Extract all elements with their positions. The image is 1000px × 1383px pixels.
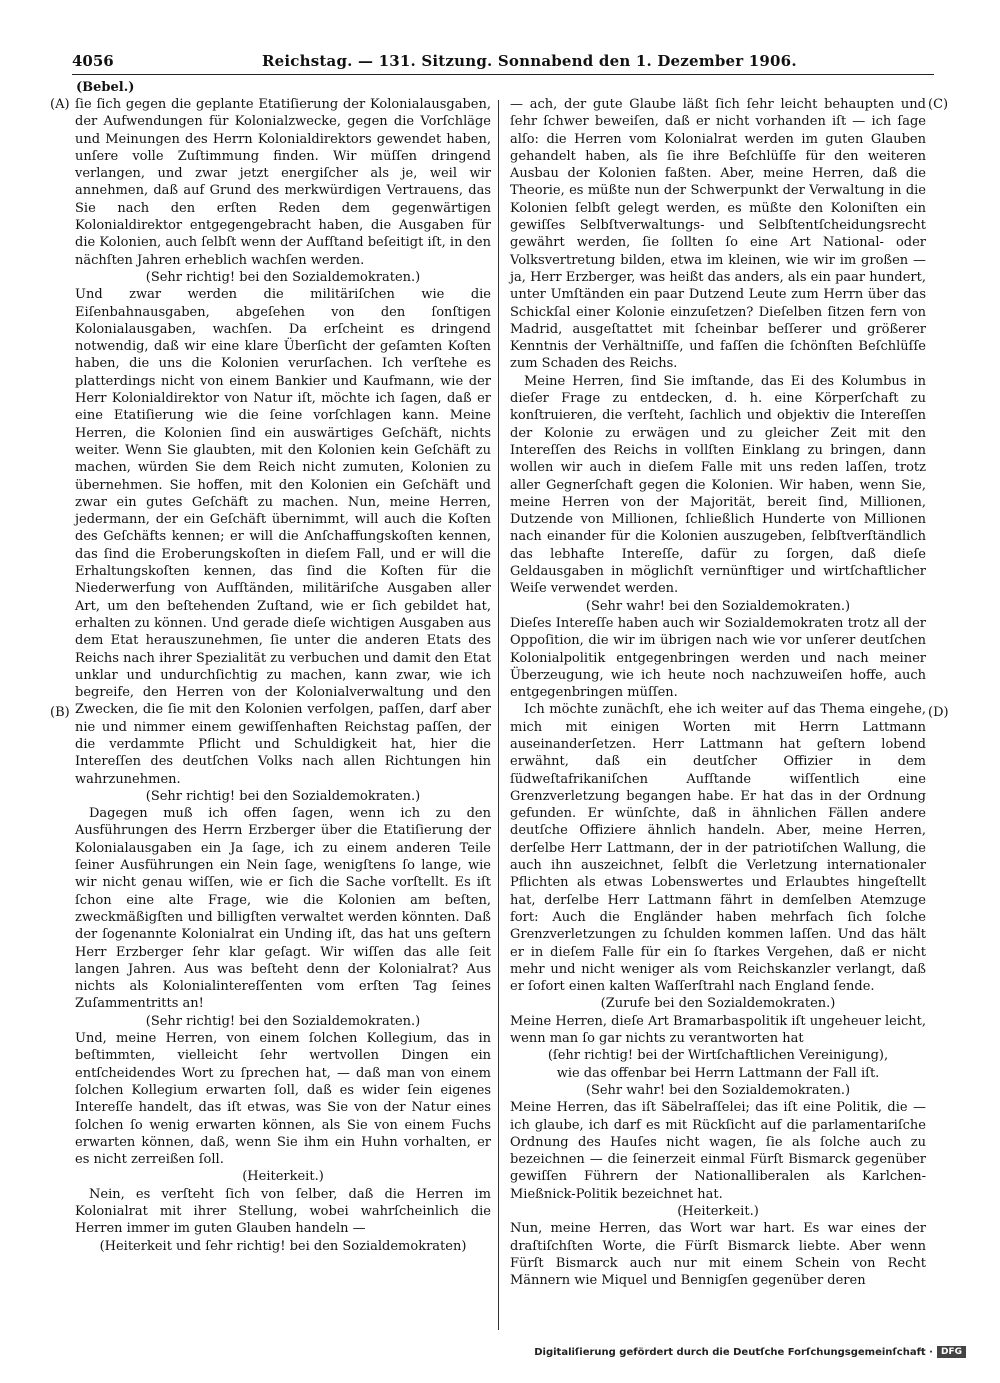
dfg-logo: DFG <box>937 1346 966 1358</box>
interjection: (Sehr richtig! bei den Sozialdemokraten.) <box>145 1013 421 1029</box>
interjection: (Sehr wahr! bei den Sozialdemokraten.) <box>585 1082 851 1098</box>
paragraph: Meine Herren, das iſt Säbelraſſelei; das iſt eine Politik, die — ich glaube, ich darf es mit Rückſicht auf die parlamentariſche Ordnung des Hauſes nicht wagen, ſie als ſolche auch zu bezeichnen — die ſeinerzeit einmal Fürſt Bismarck gegenüber gewiſſen Führern der Nationalliberalen als Karlchen-Mießnick-Politik bezeichnet hat. <box>510 1100 926 1202</box>
header-rule <box>72 74 934 75</box>
interjection: (Sehr richtig! bei den Sozialdemokraten.) <box>145 269 421 285</box>
paragraph: — ach, der gute Glaube läßt ſich ſehr leicht behaupten und ſehr ſchwer beweiſen, daß er nicht vorhanden iſt — ich ſage alſo: die Herren vom Kolonialrat werden im guten Glauben gehandelt haben, als ſie ihre Beſchlüſſe für den weiteren Ausbau der Kolonien faßten. Aber, meine Herren, daß die Theorie, es müßte nun der Schwerpunkt der Verwaltung in die Kolonien ſelbſt gelegt werden, es müßte den Koloniſten ein gewiſſes Selbſtverwaltungs- und Selbſtentſcheidungsrecht gewährt werden, ſie ſollten ſo eine Art National- oder Volksvertretung bilden, etwa im kleinen, wie wir im großen — ja, Herr Erzberger, was heißt das anders, als ein paar hundert, unter Umſtänden ein paar Dutzend Leute zum Herrn über das Schickſal einer Kolonie einzuſetzen? Dieſelben ſitzen fern von Madrid, ausgeſtattet mit ſcheinbar beſſerer und größerer Kenntnis der Verhältniſſe, und faſſen die ſchönſten Beſchlüſſe zum Schaden des Reichs. <box>510 97 926 372</box>
paragraph: Nein, es verſteht ſich von ſelber, daß die Herren im Kolonialrat mit ihrer Stellung, wobei wahrſcheinlich die Herren immer im guten Glauben handeln — <box>75 1186 491 1237</box>
page-header <box>72 52 932 76</box>
digitization-credit <box>534 1346 966 1358</box>
interjection: (Heiterkeit.) <box>242 1169 324 1185</box>
margin-marker-c: (C) <box>928 97 949 112</box>
interjection: (Heiterkeit und ſehr richtig! bei den Sozialdemokraten) <box>99 1238 467 1254</box>
credit-text: Digitaliſierung gefördert durch die Deutſche Forſchungsgemeinſchaft · <box>534 1346 933 1358</box>
page-number: 4056 <box>72 52 114 70</box>
interjection: (Heiterkeit.) <box>677 1204 759 1219</box>
interjection: (Zurufe bei den Sozialdemokraten.) <box>600 996 836 1012</box>
column-divider <box>498 100 499 1330</box>
paragraph: ſie ſich gegen die geplante Etatiſierung der Kolonialausgaben, der Aufwendungen für Kolonialzwecke, gegen die Vorſchläge und Meinungen des Herrn Kolonialdirektors gewendet haben, unſere volle Zuſtimmung finden. Wir müſſen dringend verlangen, und zwar jetzt energiſcher als je, weil wir annehmen, daß auf Grund des merkwürdigen Vertrauens, das Sie nach den erſten Reden dem gegenwärtigen Kolonialdirektor entgegengebracht haben, die Ausgaben für die Kolonien, auch ſelbſt wenn der Aufſtand beſeitigt iſt, in den nächſten Jahren erheblich wachſen werden. <box>75 97 491 268</box>
paragraph: Dieſes Intereſſe haben auch wir Sozialdemokraten trotz all der Oppoſition, die wir im übrigen nach wie vor unſerer deutſchen Kolonialpolitik entgegenbringen werden und nach meiner Überzeugung, wie ich heute noch nachzuweiſen hoffe, auch entgegenbringen müſſen. <box>510 615 926 701</box>
paragraph: Meine Herren, dieſe Art Bramarbaspolitik iſt ungeheuer leicht, wenn man ſo gar nichts zu verantworten hat <box>510 1013 926 1047</box>
paragraph: Ich möchte zunächſt, ehe ich weiter auf das Thema eingehe, mich mit einigen Worten mit Herrn Lattmann auseinanderſetzen. Herr Lattmann hat geſtern lobend erwähnt, daß ein deutſcher Offizier in dem ſüdweſtafrikaniſchen Aufſtande wiſſentlich eine Grenzverletzung begangen habe. Er hat das in der Ordnung gefunden. Er wünſchte, daß in ähnlichen Fällen andere deutſche Offiziere ähnlich handeln. Aber, meine Herren, derſelbe Herr Lattmann, der in der patriotiſchen Wallung, die auch ihn auszeichnet, ſelbſt die Verletzung internationaler Pflichten als etwas Lobenswertes und Erlaubtes hingeſtellt hat, derſelbe Herr Lattmann fährt in demſelben Atemzuge fort: Auch die Engländer haben mehrfach ſich ſolche Grenzverletzungen zu ſchulden kommen laſſen. Und das hält er in dieſem Falle für ein ſo ſtarkes Vergehen, daß er nicht mehr und nicht weniger als vom Reichskanzler verlangt, daß er ſofort einen kalten Waſſerſtrahl nach England ſende. <box>510 702 926 995</box>
paragraph: wie das offenbar bei Herrn Lattmann der Fall iſt. <box>556 1065 880 1081</box>
paragraph: Meine Herren, ſind Sie imſtande, das Ei des Kolumbus in dieſer Frage zu entdecken, d. h. eine Körperſchaft zu konſtruieren, die verſteht, ſachlich und objektiv die Intereſſen der Kolonie zu erwägen und zu gleicher Zeit mit den Intereſſen des Reichs in vollſten Einklang zu bringen, dann wollen wir auch in dieſem Falle mit uns reden laſſen, trotz aller Gegnerſchaft gegen die Kolonien. Wir haben, wenn Sie, meine Herren von der Majorität, bereit ſind, Millionen, Dutzende von Millionen, ſchließlich Hunderte von Millionen nach einander für die Kolonien auszugeben, ſelbſtverſtändlich das lebhafte Intereſſe, dafür zu ſorgen, daß dieſe Geldausgaben in möglichſt vernünftiger und wirtſchaftlicher Weiſe verwendet werden. <box>510 373 926 597</box>
running-title: Reichstag. — 131. Sitzung. Sonnabend den 1. Dezember 1906. <box>262 52 797 70</box>
speaker-label: (Bebel.) <box>76 80 135 95</box>
interjection: (ſehr richtig! bei der Wirtſchaftlichen Vereinigung), <box>547 1048 889 1064</box>
paragraph: Nun, meine Herren, das Wort war hart. Es war eines der draſtiſchſten Worte, die Fürſt Bismarck liebte. Aber wenn Fürſt Bismarck auch nur mit einem Schein von Recht Männern wie Miquel und Bennigſen gegenüber deren <box>510 1221 926 1289</box>
interjection: (Sehr wahr! bei den Sozialdemokraten.) <box>585 598 851 614</box>
right-column <box>510 96 926 1289</box>
margin-marker-d: (D) <box>928 705 949 720</box>
left-column <box>75 96 491 1255</box>
paragraph: Und, meine Herren, von einem ſolchen Kollegium, das in beſtimmten, vielleicht ſehr wertvollen Dingen ein entſcheidendes Wort zu ſprechen hat, — daß man von einem ſolchen Kollegium erwarten ſoll, daß es wider ſein eigenes Intereſſe handelt, das iſt etwas, was Sie von der Natur eines ſolchen ſo wenig erwarten können, als Sie von einem Fuchs erwarten können, daß, wenn Sie ihm ein Huhn vorhalten, er es nicht zerreißen ſoll. <box>75 1031 491 1168</box>
margin-marker-b: (B) <box>50 705 70 720</box>
interjection: (Sehr richtig! bei den Sozialdemokraten.) <box>145 788 421 804</box>
paragraph: Und zwar werden die militäriſchen wie die Eiſenbahnausgaben, abgeſehen von den ſonſtigen Kolonialausgaben, wachſen. Da erſcheint es dringend notwendig, daß wir eine klare Überſicht der geſamten Koſten haben, die uns die Kolonien verurſachen. Ich verſtehe es platterdings nicht von einem Bankier und Kaufmann, wie der Herr Kolonialdirektor von Natur iſt, möchte ich ſagen, daß er eine Etatiſierung wie die ſeine vorſchlagen kann. Meine Herren, die Kolonien ſind ein auswärtiges Geſchäft, nichts weiter. Wenn Sie glaubten, mit den Kolonien kein Geſchäft zu machen, würden Sie dem Reich nicht zumuten, Kolonien zu übernehmen. Sie hoffen, mit den Kolonien ein Geſchäft und zwar ein gutes Geſchäft zu machen. Nun, meine Herren, jedermann, der ein Geſchäft übernimmt, will auch die Koſten des Geſchäfts kennen; er will die Anſchaffungskoſten kennen, das ſind die Eroberungskoſten in dieſem Fall, und er will die Erhaltungskoſten kennen, das ſind die Koſten für die Niederwerfung von Aufſtänden, militäriſche Ausgaben aller Art, um den beſtehenden Zuſtand, wie er ſich gebildet hat, erhalten zu können. Und gerade dieſe wichtigen Ausgaben aus dem Etat herauszunehmen, ſie unter die anderen Etats des Reichs nach ihrer Spezialität zu verbuchen und damit den Etat unklar und undurchſichtig zu machen, kann zwar, wie ich begreife, den Herren von der Kolonialverwaltung und den Zwecken, die ſie mit den Kolonien verfolgen, paſſen, darf aber nie und nimmer einem gewiſſenhaften Reichstag paſſen, der die verdammte Pflicht und Schuldigkeit hat, hier die Intereſſen des deutſchen Volks nach allen Richtungen hin wahrzunehmen. <box>75 287 491 787</box>
margin-marker-a: (A) <box>50 97 70 112</box>
paragraph: Dagegen muß ich offen ſagen, wenn ich zu den Ausführungen des Herrn Erzberger über die Etatiſierung der Kolonialausgaben ein Ja ſage, ich zu einem anderen Teile ſeiner Ausführungen ein Nein ſage, wenigſtens ſo lange, wie wir nicht genau wiſſen, wie er ſich die Sache vorſtellt. Es iſt ſchon eine alte Frage, wie die Kolonien am beſten, zweckmäßigſten und billigſten verwaltet werden könnten. Daß der ſogenannte Kolonialrat ein Unding iſt, das hat uns geſtern Herr Erzberger ſehr klar geſagt. Wir wiſſen das alle ſeit langen Jahren. Aus was beſteht denn der Kolonialrat? Aus nichts als Kolonialintereſſenten vom erſten Tag ſeines Zuſammentritts an! <box>75 806 491 1012</box>
